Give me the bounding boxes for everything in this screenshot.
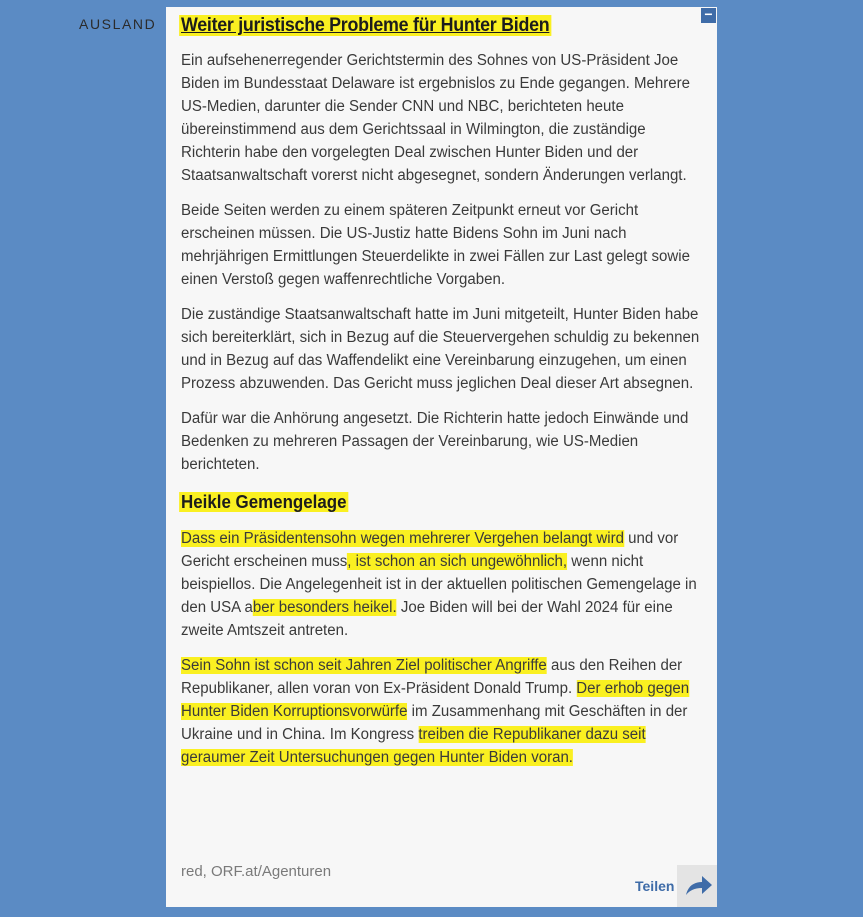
article-headline[interactable] bbox=[181, 15, 675, 37]
section-label: AUSLAND bbox=[79, 16, 157, 32]
paragraph-1: Ein aufsehenerregender Gerichtstermin des Sohnes von US-Präsident Joe Biden im Bundesstaat Delaware ist ergebnislos zu Ende gegangen. Mehrere US-Medien, darunter die Sender CNN und NBC, berichteten heute übereinstimmend aus dem Gerichtssaal in Wilmington, die zuständige Richterin habe den vorgelegten Deal zwischen Hunter Biden und der Staatsanwaltschaft vorerst nicht abgesegnet, sondern Änderungen verlangt. bbox=[181, 52, 690, 184]
paragraph-4: Dafür war die Anhörung angesetzt. Die Richterin hatte jedoch Einwände und Bedenken zu mehreren Passagen der Vereinbarung, wie US-Medien berichteten. bbox=[181, 410, 689, 473]
plain-text: Joe Biden will bei der Wahl 2024 für eine zweite Amtszeit antreten. bbox=[181, 599, 673, 639]
share-arrow-icon[interactable] bbox=[677, 865, 717, 907]
highlighted-text: Der erhob gegen Hunter Biden Korruptionsvorwürfe bbox=[181, 680, 690, 720]
paragraph-2: Beide Seiten werden zu einem späteren Zeitpunkt erneut vor Gericht erscheinen müssen. Die US-Justiz hatte Bidens Sohn im Juni nach mehrjährigen Ermittlungen Steuerdelikte in zwei Fällen zur Last gelegt sowie einen Verstoß gegen waffenrechtliche Vorgaben. bbox=[181, 202, 690, 288]
plain-text: wenn nicht beispiellos. Die Angelegenheit ist in der aktuellen politischen Gemengelage in den USA a bbox=[181, 553, 697, 616]
highlighted-text: treiben die Republikaner dazu seit geraumer Zeit Untersuchungen gegen Hunter Biden voran. bbox=[181, 726, 646, 766]
share-button[interactable] bbox=[635, 865, 717, 907]
paragraph-6 bbox=[181, 654, 706, 769]
article-card bbox=[166, 7, 717, 907]
plain-text: und vor Gericht erscheinen muss bbox=[181, 530, 679, 570]
highlighted-text: , ist schon an sich ungewöhnlich, bbox=[347, 553, 568, 570]
paragraph-5 bbox=[181, 527, 706, 642]
highlighted-text: Sein Sohn ist schon seit Jahren Ziel politischer Angriffe bbox=[181, 657, 547, 674]
plain-text: im Zusammenhang mit Geschäften in der Ukraine und in China. Im Kongress bbox=[181, 703, 688, 743]
highlighted-text: Dass ein Präsidentensohn wegen mehrerer Vergehen belangt wird bbox=[181, 530, 624, 547]
article-source: red, ORF.at/Agenturen bbox=[181, 863, 332, 880]
plain-text: aus den Reihen der Republikaner, allen voran von Ex-Präsident Donald Trump. bbox=[181, 657, 683, 697]
share-label: Teilen bbox=[635, 878, 675, 894]
article-content bbox=[181, 15, 706, 781]
paragraph-3: Die zuständige Staatsanwaltschaft hatte im Juni mitgeteilt, Hunter Biden habe sich bereiterklärt, sich in Bezug auf die Steuervergehen schuldig zu bekennen und in Bezug auf das Waffendelikt eine Vereinbarung einzugehen, um einen Prozess abzuwenden. Das Gericht muss jeglichen Deal dieser Art absegnen. bbox=[181, 306, 700, 392]
highlighted-text: ber besonders heikel. bbox=[252, 599, 397, 616]
subheading bbox=[181, 492, 675, 513]
collapse-button[interactable]: − bbox=[701, 8, 716, 23]
headline-text: Weiter juristische Probleme für Hunter Biden bbox=[181, 15, 550, 36]
subheading-text: Heikle Gemengelage bbox=[181, 492, 347, 512]
